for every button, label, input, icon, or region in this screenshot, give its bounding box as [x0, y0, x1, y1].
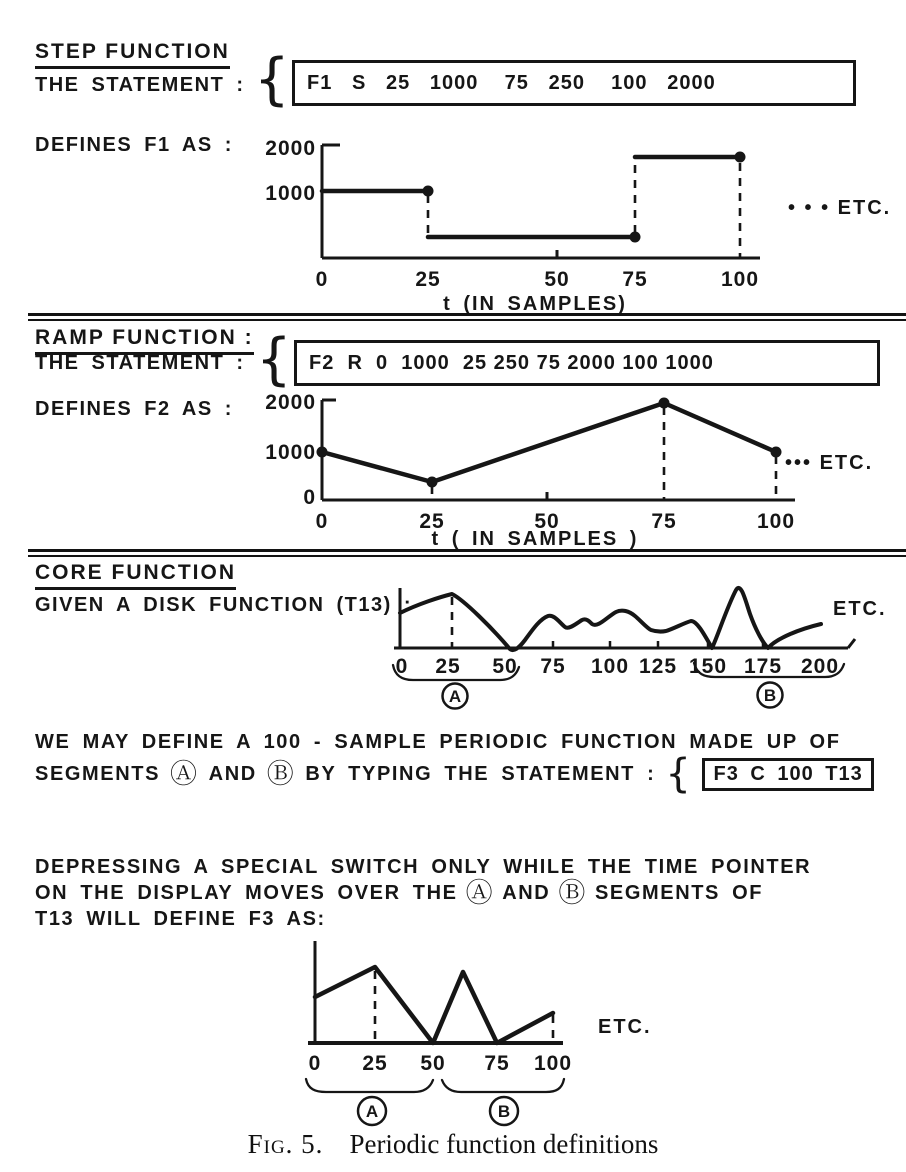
- segment-a-bracket: [306, 1079, 433, 1092]
- x-tick-label: 100: [590, 655, 630, 678]
- segment-a-inline: Ⓐ: [170, 758, 199, 790]
- figure-caption-text: Periodic function definitions: [349, 1129, 659, 1159]
- x-tick-label: 0: [315, 268, 329, 291]
- x-axis-label: t (IN SAMPLES): [443, 293, 627, 315]
- segment-b-bracket: [442, 1079, 564, 1092]
- statement-box-f1: [292, 60, 856, 106]
- define-paragraph-text: SEGMENTS: [35, 762, 161, 785]
- etc-label: ETC.: [598, 1016, 652, 1038]
- x-tick-label: 25: [415, 268, 441, 291]
- f3-function-plot: [268, 933, 688, 1128]
- opening-brace-f1: {: [254, 47, 290, 112]
- x-tick-label: 75: [651, 510, 677, 533]
- x-tick-label: 0: [308, 1052, 322, 1075]
- x-tick-label: 150: [688, 655, 728, 678]
- x-tick-label: 25: [419, 510, 445, 533]
- define-paragraph-text: AND: [208, 762, 257, 785]
- x-tick-label: 100: [756, 510, 796, 533]
- switch-paragraph-text: ON THE DISPLAY MOVES OVER THE: [35, 882, 458, 904]
- data-point-dot: [659, 398, 670, 409]
- ramp-function-heading: RAMP FUNCTION :: [35, 326, 254, 355]
- x-tick-label: 25: [435, 655, 461, 678]
- switch-paragraph-line3: T13 WILL DEFINE F3 AS:: [35, 908, 326, 930]
- disk-function-plot: [388, 583, 906, 718]
- x-tick-label: 50: [420, 1052, 446, 1075]
- etc-label: • • • ETC.: [788, 197, 892, 219]
- x-tick-label: 125: [638, 655, 678, 678]
- x-axis-label: t ( IN SAMPLES ): [431, 528, 639, 550]
- statement-box-f3: [702, 758, 873, 791]
- data-point-dot: [427, 477, 438, 488]
- step-function-plot: [240, 133, 906, 313]
- figure-caption-number: Fig. 5.: [247, 1129, 324, 1159]
- section-separator: [28, 313, 906, 321]
- ramp-line: [322, 403, 776, 482]
- defines-f2-label: DEFINES F2 AS :: [35, 398, 233, 420]
- defines-f1-label: DEFINES F1 AS :: [35, 134, 233, 156]
- x-tick-label: 50: [544, 268, 570, 291]
- x-tick-label: 100: [720, 268, 760, 291]
- y-tick-label: 1000: [265, 441, 316, 464]
- x-tick-label: 0: [395, 655, 409, 678]
- statement-box-f2: [294, 340, 880, 386]
- f3-curve: [315, 967, 553, 1043]
- segment-a-inline: Ⓐ: [465, 878, 495, 909]
- step-function-heading: STEP FUNCTION: [35, 40, 230, 69]
- data-point-dot: [735, 152, 746, 163]
- switch-paragraph-line2: [35, 880, 763, 907]
- segment-b-letter: B: [763, 686, 777, 705]
- ramp-function-plot: [240, 391, 906, 550]
- opening-brace-f2: {: [256, 327, 292, 392]
- x-tick-label: 100: [533, 1052, 573, 1075]
- y-tick-label: 0: [303, 486, 316, 509]
- x-tick-label: 50: [492, 655, 518, 678]
- disk-function-label: GIVEN A DISK FUNCTION (T13) :: [35, 594, 413, 616]
- switch-paragraph-line1: DEPRESSING A SPECIAL SWITCH ONLY WHILE THE TIME POINTER: [35, 856, 812, 878]
- opening-brace-f3: {: [665, 751, 693, 797]
- x-tick-label: 75: [484, 1052, 510, 1075]
- core-function-heading: CORE FUNCTION: [35, 561, 236, 590]
- switch-paragraph-text: SEGMENTS OF: [594, 882, 764, 904]
- t13-curve: [400, 588, 821, 650]
- x-tick-label: 50: [534, 510, 560, 533]
- segment-a-letter: A: [365, 1102, 379, 1121]
- statement-text-f1: F1 S 25 1000 75 250 100 2000: [307, 71, 716, 94]
- y-tick-label: 2000: [265, 137, 316, 160]
- define-paragraph-line1: WE MAY DEFINE A 100 - SAMPLE PERIODIC FUNCTION MADE UP OF: [35, 731, 841, 753]
- x-tick-label: 75: [540, 655, 566, 678]
- data-point-dot: [317, 447, 328, 458]
- x-tick-label: 75: [622, 268, 648, 291]
- y-tick-label: 1000: [265, 182, 316, 205]
- etc-label: ETC.: [833, 598, 887, 620]
- define-paragraph-line2: [35, 751, 874, 797]
- statement-label-f1: THE STATEMENT :: [35, 74, 245, 96]
- segment-a-letter: A: [448, 687, 462, 706]
- x-tick-label: 200: [800, 655, 840, 678]
- data-point-dot: [423, 186, 434, 197]
- statement-label-f2: THE STATEMENT :: [35, 352, 245, 374]
- x-tick-label: 0: [315, 510, 329, 533]
- section-separator: [28, 549, 906, 557]
- define-paragraph-text: BY TYPING THE STATEMENT :: [305, 762, 656, 785]
- y-tick-label: 2000: [265, 391, 316, 414]
- figure-caption: [0, 1129, 906, 1160]
- segment-b-inline: Ⓑ: [266, 758, 296, 790]
- x-tick-label: 25: [362, 1052, 388, 1075]
- statement-text-f3: F3 C 100 T13: [713, 762, 863, 785]
- segment-b-inline: Ⓑ: [558, 878, 587, 909]
- x-tick-label: 175: [743, 655, 783, 678]
- x-axis: [394, 639, 855, 648]
- segment-b-letter: B: [497, 1102, 511, 1121]
- switch-paragraph-text: AND: [502, 882, 551, 904]
- data-point-dot: [630, 232, 641, 243]
- data-point-dot: [771, 447, 782, 458]
- etc-label: ••• ETC.: [785, 452, 874, 474]
- statement-text-f2: F2 R 0 1000 25 250 75 2000 100 1000: [309, 351, 714, 374]
